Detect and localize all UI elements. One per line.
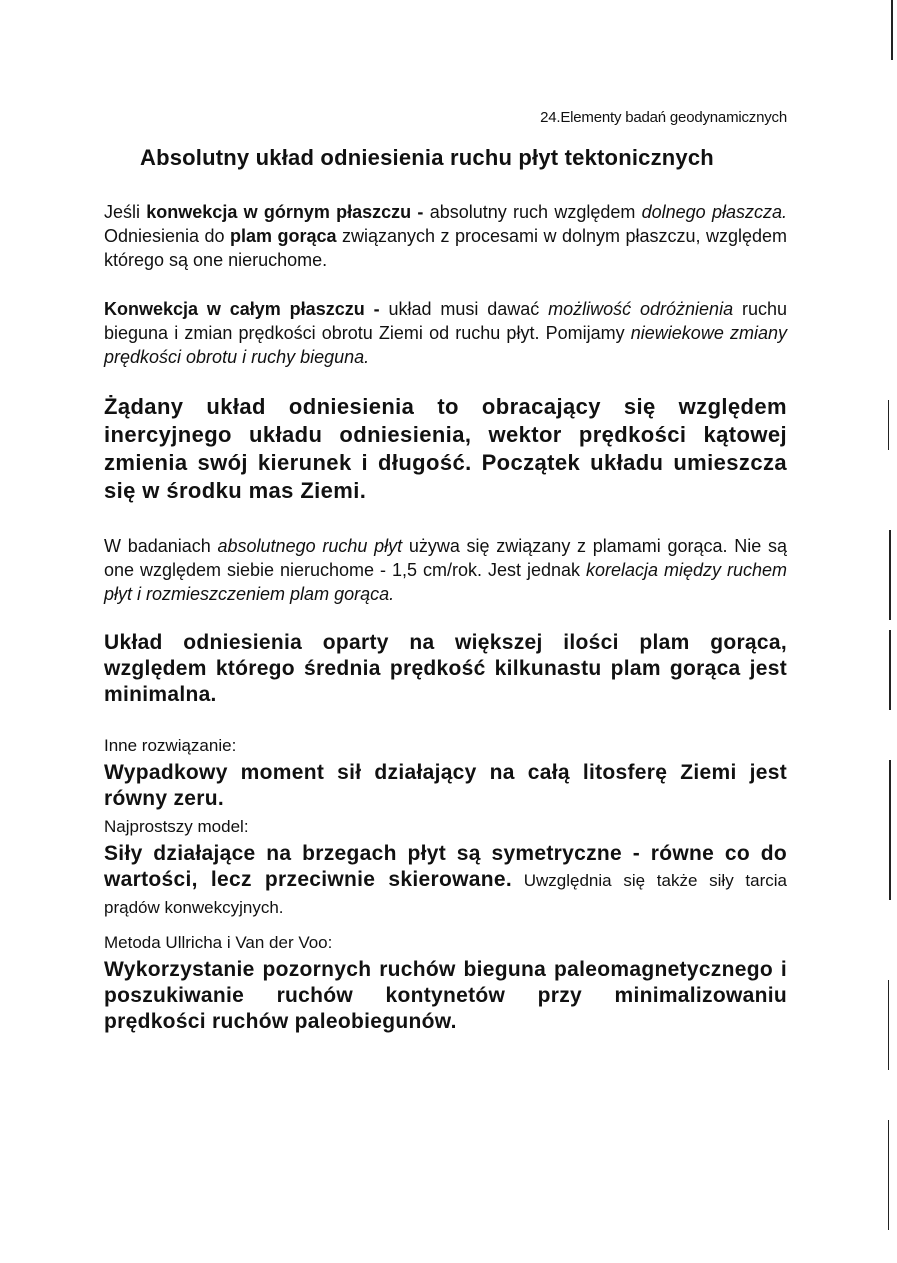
scan-edge-mark [889, 630, 891, 710]
section-other-solution [104, 735, 787, 812]
scan-edge-mark [891, 0, 893, 60]
text-span-italic: absolutnego ruchu płyt [217, 536, 403, 556]
text-span-italic: dolnego płaszcza. [641, 202, 787, 222]
text-span: ruchu bieguna i zmian prędkości obrotu Ziemi od ruchu płyt. Pomijamy [104, 299, 787, 343]
paragraph-multi-hotspot-frame: Układ odniesienia oparty na większej ilości plam gorąca, względem którego średnia prędkość kilkunastu plam gorąca jest minimalna. [104, 631, 787, 706]
paragraph-whole-mantle-convection [104, 297, 787, 369]
text-span-bold: Siły działające na brzegach płyt są symetryczne - równe co do wartości, lecz przeciwnie skierowane. [104, 842, 787, 891]
text-span-italic: korelacja między ruchem płyt i rozmieszczeniem plam gorąca. [104, 560, 787, 604]
text-span-bold: plam gorąca [230, 226, 337, 246]
paragraph-hotspot-frame [104, 534, 787, 606]
text-span-italic: niewiekowe zmiany prędkości obrotu i ruchy bieguna. [104, 323, 788, 367]
text-span: Uwzględnia się także siły tarcia prądów konwekcyjnych. [104, 871, 788, 917]
paragraph-desired-reference-frame: Żądany układ odniesienia to obracający się względem inercyjnego układu odniesienia, wektor prędkości kątowej zmienia swój kierunek i długość. Początek układu umieszcza się w środku mas Ziemi. [104, 394, 787, 503]
section-text: Wypadkowy moment sił działający na całą litosferę Ziemi jest równy zeru. [104, 761, 787, 810]
scan-edge-mark [888, 400, 889, 450]
page-title: Absolutny układ odniesienia ruchu płyt tektonicznych [140, 145, 714, 170]
scan-edge-mark [889, 530, 891, 620]
text-span-bold: Konwekcja w całym płaszczu - [104, 299, 380, 319]
text-span: używa się związany z plamami gorąca. Nie są one względem siebie nieruchome - 1,5 cm/rok. Jest jednak [104, 536, 787, 580]
text-span: układ musi dawać [379, 299, 549, 319]
section-ullrich-van-der-voo [104, 932, 787, 1035]
paragraph-upper-mantle-convection [104, 200, 787, 272]
running-header: 24.Elementy badań geodynamicznych [540, 109, 787, 126]
text-span-bold: konwekcja w górnym płaszczu - [146, 202, 424, 222]
section-label: Inne rozwiązanie: [104, 736, 237, 755]
text-span: Odniesienia do [104, 226, 231, 246]
section-label: Metoda Ullricha i Van der Voo: [104, 933, 333, 952]
text-span: Jeśli [104, 202, 147, 222]
text-span: absolutny ruch względem [423, 202, 642, 222]
text-span-italic: możliwość odróżnienia [548, 299, 734, 319]
section-text: Wykorzystanie pozornych ruchów bieguna paleomagnetycznego i poszukiwanie ruchów kontynetów przy minimalizowaniu prędkości ruchów paleobiegunów. [104, 958, 787, 1033]
section-label: Najprostszy model: [104, 817, 249, 836]
scan-edge-mark [888, 1120, 889, 1230]
scan-edge-mark [888, 980, 889, 1070]
scan-edge-mark [889, 760, 891, 900]
text-span: związanych z procesami w dolnym płaszczu, względem którego są one nieruchome. [104, 226, 787, 270]
text-span: W badaniach [104, 536, 218, 556]
section-text [104, 841, 787, 921]
section-simplest-model [104, 816, 787, 921]
